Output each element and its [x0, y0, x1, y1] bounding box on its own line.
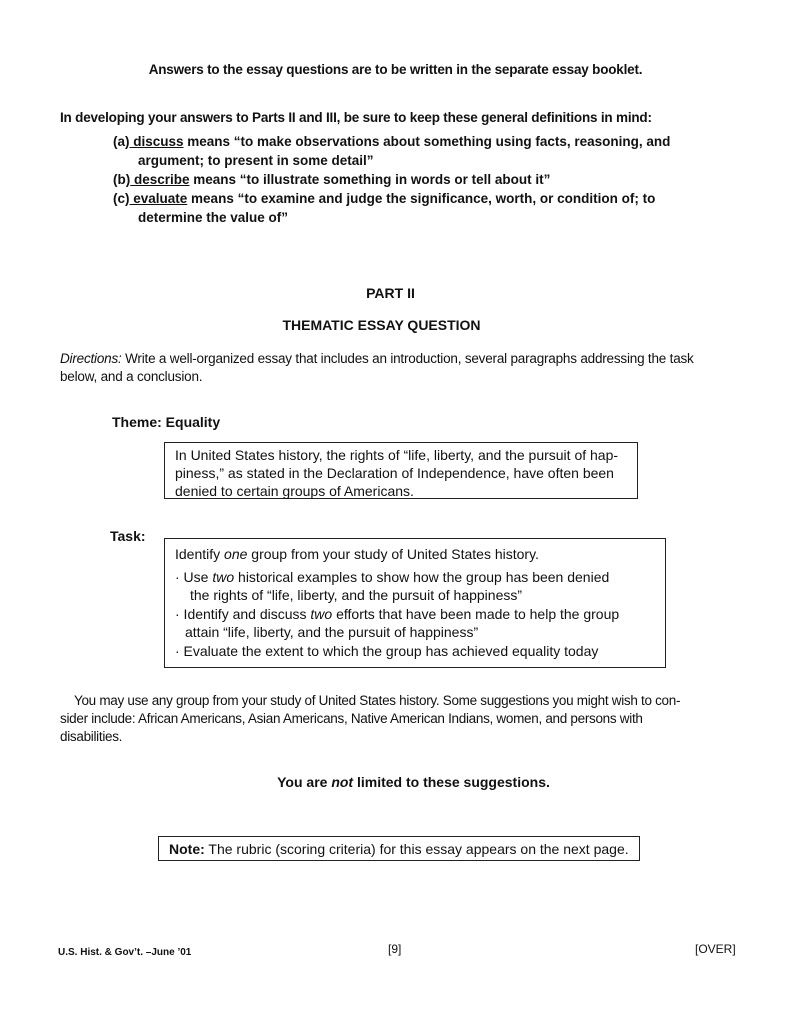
- task-intro-text: Identify: [175, 546, 225, 562]
- definition-text: means “to make observations about something using facts, reasoning, and: [183, 134, 671, 149]
- note-box: [158, 836, 640, 861]
- suggestions: [60, 692, 750, 746]
- directions-text: Write a well-organized essay that includes an introduction, several paragraphs addressing the task: [121, 351, 694, 366]
- task-box: [164, 538, 666, 668]
- bullet-emphasis: two: [212, 569, 235, 585]
- part-subtitle: [0, 317, 791, 333]
- task-label: Task:: [110, 528, 146, 544]
- suggestions-line-2: sider include: African Americans, Asian Americans, Native American Indians, women, and persons with: [60, 711, 643, 726]
- definition-a: [113, 132, 733, 151]
- theme-box: [164, 442, 638, 499]
- task-bullet-3: [175, 642, 665, 660]
- suggestions-line-3: disabilities.: [60, 729, 123, 744]
- limited-note-wrap: [277, 774, 550, 790]
- directions: [60, 350, 750, 386]
- part-title-text: PART II: [366, 285, 415, 301]
- definition-term: discuss: [129, 134, 184, 149]
- theme-line-2: piness,” as stated in the Declaration of Independence, have often been: [175, 465, 614, 481]
- task-bullet-2: [175, 605, 665, 623]
- limited-text: You are: [277, 774, 332, 790]
- definition-term: describe: [130, 172, 190, 187]
- definition-b: [113, 170, 733, 189]
- limited-emphasis: not: [331, 774, 354, 790]
- definition-letter: (b): [113, 172, 131, 187]
- bullet-text: · Use: [175, 569, 213, 585]
- definition-term: evaluate: [129, 191, 188, 206]
- theme-line-3: denied to certain groups of Americans.: [175, 483, 414, 499]
- note-label: Note:: [169, 841, 205, 857]
- definition-letter: (c): [113, 191, 130, 206]
- definition-c: [113, 189, 733, 208]
- part-subtitle-text: THEMATIC ESSAY QUESTION: [282, 317, 481, 333]
- suggestions-line-1: You may use any group from your study of United States history. Some suggestions you might wish to con-: [74, 693, 681, 708]
- page-number: [9]: [388, 942, 402, 956]
- bullet-text-end: historical examples to show how the group has been denied: [234, 569, 610, 585]
- task-intro-emphasis: one: [224, 546, 248, 562]
- part-title: [0, 285, 791, 301]
- directions-text-2: below, and a conclusion.: [60, 369, 203, 384]
- bullet-emphasis: two: [310, 606, 333, 622]
- task-bullet-1: [175, 568, 665, 586]
- directions-label: Directions:: [60, 351, 122, 366]
- booklet-note: Answers to the essay questions are to be written in the separate essay booklet.: [148, 62, 643, 77]
- task-intro-text-end: group from your study of United States history.: [247, 546, 539, 562]
- theme-line-1: In United States history, the rights of “life, liberty, and the pursuit of hap-: [175, 447, 619, 463]
- definition-text: means “to examine and judge the significance, worth, or condition of; to: [187, 191, 656, 206]
- bullet-text: · Evaluate the extent to which the group has achieved equality today: [175, 643, 599, 659]
- footer-left: U.S. Hist. & Gov’t. –June ’01: [58, 947, 192, 958]
- footer-over: [OVER]: [695, 942, 736, 956]
- limited-note: [0, 774, 791, 790]
- bullet-text: · Identify and discuss: [175, 606, 311, 622]
- task-intro: [175, 545, 665, 563]
- task-bullet-1-continued: the rights of “life, liberty, and the pursuit of happiness”: [190, 587, 523, 603]
- task-bullet-2-continued: attain “life, liberty, and the pursuit of happiness”: [185, 624, 479, 640]
- definitions-intro: In developing your answers to Parts II and III, be sure to keep these general definitions in mind:: [60, 110, 652, 125]
- bullet-text-end: efforts that have been made to help the group: [332, 606, 620, 622]
- definition-letter: (a): [113, 134, 130, 149]
- definitions-list: [113, 132, 733, 227]
- note-text: The rubric (scoring criteria) for this essay appears on the next page.: [204, 841, 629, 857]
- definition-a-continued: argument; to present in some detail”: [138, 153, 374, 168]
- theme-label: Theme: Equality: [112, 414, 221, 430]
- definition-c-continued: determine the value of”: [138, 210, 289, 225]
- definition-text: means “to illustrate something in words or tell about it”: [189, 172, 551, 187]
- limited-text-end: limited to these suggestions.: [353, 774, 550, 790]
